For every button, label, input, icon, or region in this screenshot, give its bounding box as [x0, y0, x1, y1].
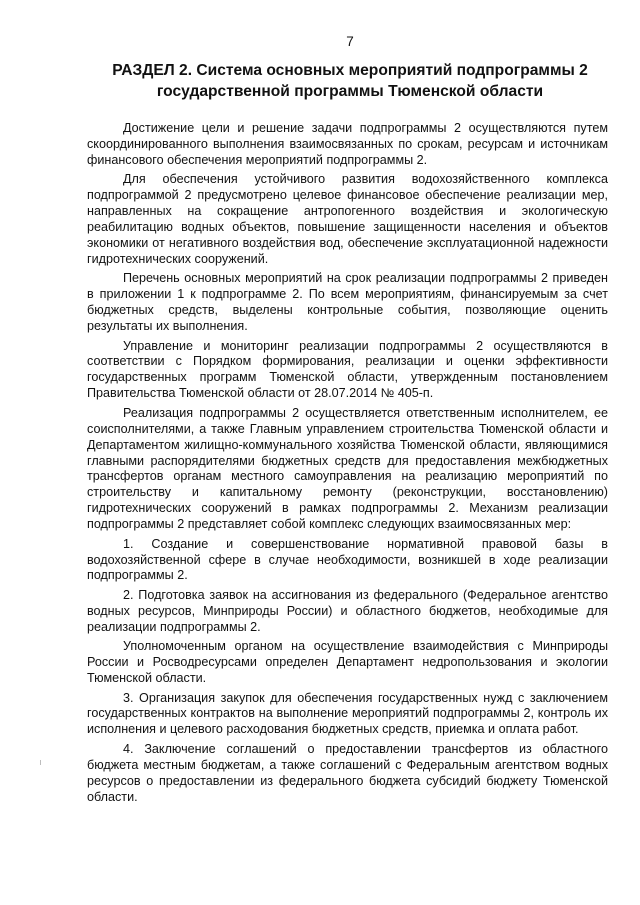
paragraph-authority: Уполномоченным органом на осуществление взаимодействия с Минприроды России и Росводресурсами определен Департамент недропользования и экологии Тюменской области.: [87, 639, 608, 686]
body-text: [87, 121, 608, 806]
page-number: 7: [346, 34, 354, 49]
section-heading: [90, 60, 610, 102]
scan-artifact: [40, 760, 41, 765]
list-item-1: 1. Создание и совершенствование нормативной правовой базы в водохозяйственной сфере в случае необходимости, возникшей в ходе реализации подпрограммы 2.: [87, 536, 608, 583]
paragraph-3: Перечень основных мероприятий на срок реализации подпрограммы 2 приведен в приложении 1 к подпрограмме 2. По всем мероприятиям, финансируемым за счет бюджетных средств, выделены контрольные события, позволяющие оценить результаты их выполнения.: [87, 271, 608, 334]
paragraph-4: Управление и мониторинг реализации подпрограммы 2 осуществляются в соответствии с Порядком формирования, реализации и оценки эффективности государственных программ Тюменской области, утвержденным постановлением Правительства Тюменской области от 28.07.2014 № 405-п.: [87, 338, 608, 401]
paragraph-1: Достижение цели и решение задачи подпрограммы 2 осуществляются путем скоординированного выполнения взаимосвязанных по срокам, ресурсам и источникам финансового обеспечения мероприятий подпрограммы 2.: [87, 121, 608, 167]
list-item-2: 2. Подготовка заявок на ассигнования из федерального (Федеральное агентство водных ресурсов, Минприроды России) и областного бюджетов, необходимые для реализации подпрограммы 2.: [87, 587, 608, 634]
paragraph-5: Реализация подпрограммы 2 осуществляется ответственным исполнителем, ее соисполнителями, а также Главным управлением строительства Тюменской области и Департаментом жилищно-коммунального хозяйства Тюменской области, являющимися главными распорядителями бюджетных средств для предоставления межбюджетных трансфертов органам местного самоуправления на реализацию мероприятий по строительству и капитальному ремонту (реконструкции, восстановлению) гидротехнических сооружений в рамках подпрограммы 2. Механизм реализации подпрограммы 2 представляет собой комплекс следующих взаимосвязанных мер:: [87, 405, 608, 532]
section-heading-line-1: РАЗДЕЛ 2. Система основных мероприятий подпрограммы 2: [112, 62, 588, 79]
list-item-3: 3. Организация закупок для обеспечения государственных нужд с заключением государственных контрактов на выполнение мероприятий подпрограммы 2, контроль их исполнения и целевого расходования бюджетных средств, приемка и оплата работ.: [87, 690, 608, 737]
paragraph-2: Для обеспечения устойчивого развития водохозяйственного комплекса подпрограммой 2 предусмотрено целевое финансовое обеспечение реализации мер, направленных на сокращение антропогенного воздействия и экологическую реабилитацию водных объектов, повышение защищенности населения и объектов экономики от негативного воздействия вод, обеспечение эксплуатационной надежности гидротехнических сооружений.: [87, 172, 608, 266]
section-heading-line-2: государственной программы Тюменской области: [156, 83, 544, 100]
list-item-4: 4. Заключение соглашений о предоставлении трансфертов из областного бюджета местным бюджетам, а также соглашений с Федеральным агентством водных ресурсов о предоставлении из федерального бюджета субсидий бюджету Тюменской области.: [87, 741, 608, 804]
